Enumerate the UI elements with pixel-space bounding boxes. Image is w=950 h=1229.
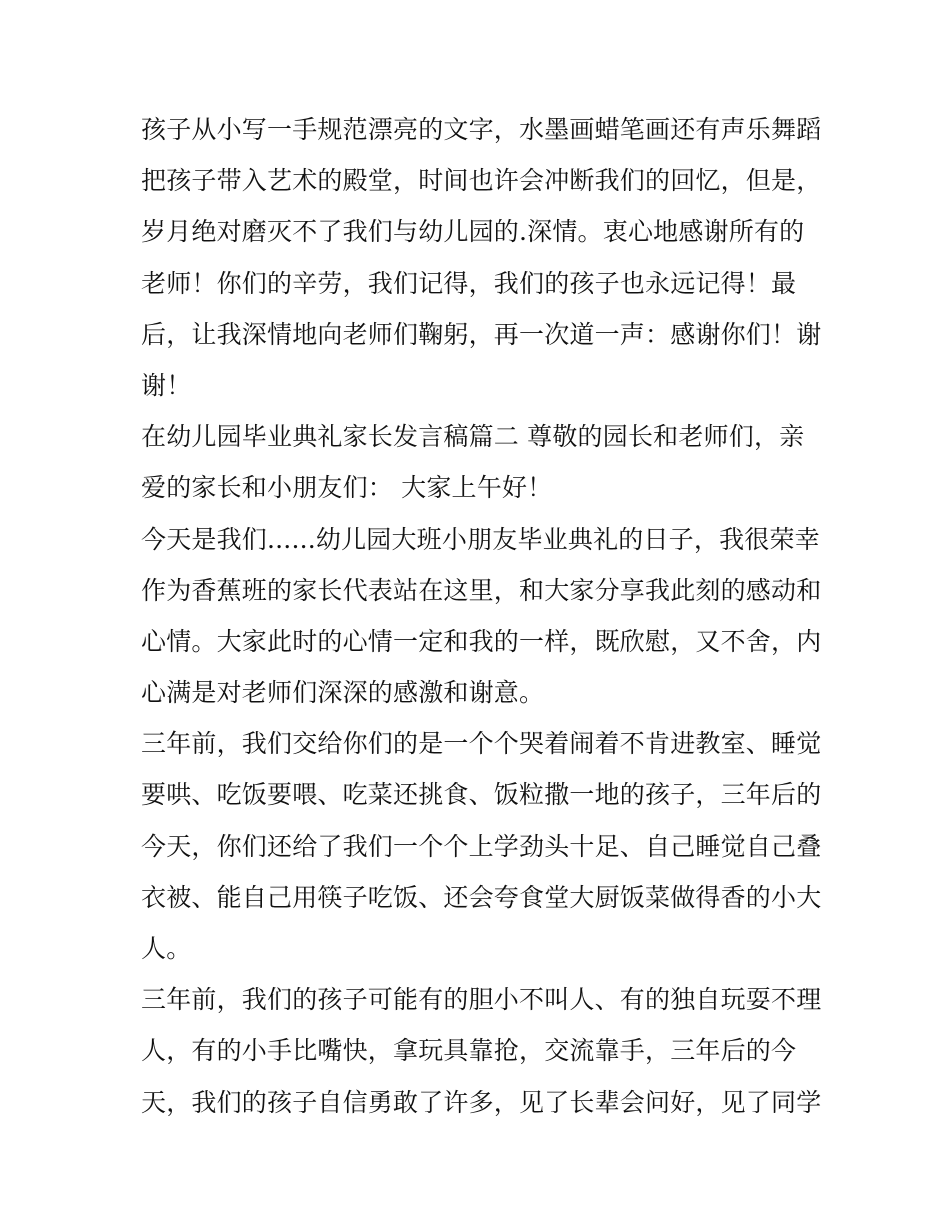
text-line: 谢！ (141, 370, 192, 400)
text-line: 心满是对老师们深深的感激和谢意。 (141, 678, 545, 708)
text-line: 作为香蕉班的家长代表站在这里，和大家分享我此刻的感动和 (141, 575, 822, 605)
text-line: 天，我们的孩子自信勇敢了许多，见了长辈会问好，见了同学 (141, 1087, 822, 1117)
text-line: 要哄、吃饭要喂、吃菜还挑食、饭粒撒一地的孩子，三年后的 (141, 780, 822, 810)
text-line: 今天，你们还给了我们一个个上学劲头十足、自己睡觉自己叠 (141, 831, 822, 861)
text-line: 孩子从小写一手规范漂亮的文字，水墨画蜡笔画还有声乐舞蹈 (141, 115, 822, 144)
text-line: 爱的家长和小朋友们： 大家上午好！ (141, 473, 553, 503)
text-line: 心情。大家此时的心情一定和我的一样，既欣慰，又不舍，内 (141, 626, 822, 656)
text-line: 在幼儿园毕业典礼家长发言稿篇二 尊敬的园长和老师们，亲 (141, 422, 805, 452)
text-line: 人。 (141, 934, 192, 963)
text-line: 今天是我们......幼儿园大班小朋友毕业典礼的日子，我很荣幸 (141, 524, 820, 554)
text-line: 三年前，我们交给你们的是一个个哭着闹着不肯进教室、睡觉 (141, 729, 822, 759)
document-body-text (141, 104, 821, 1128)
text-line: 老师！你们的辛劳，我们记得，我们的孩子也永远记得！最 (141, 268, 797, 298)
text-line: 三年前，我们的孩子可能有的胆小不叫人、有的独自玩耍不理 (141, 985, 822, 1015)
text-line: 岁月绝对磨灭不了我们与幼儿园的.深情。衷心地感谢所有的 (141, 217, 805, 247)
text-line: 人，有的小手比嘴快，拿玩具靠抢，交流靠手，三年后的今 (141, 1036, 797, 1066)
text-line: 后，让我深情地向老师们鞠躬，再一次道一声：感谢你们！谢 (141, 319, 822, 349)
text-line: 把孩子带入艺术的殿堂，时间也许会冲断我们的回忆，但是， (141, 166, 822, 196)
text-line: 衣被、能自己用筷子吃饭、还会夸食堂大厨饭菜做得香的小大 (141, 882, 822, 912)
